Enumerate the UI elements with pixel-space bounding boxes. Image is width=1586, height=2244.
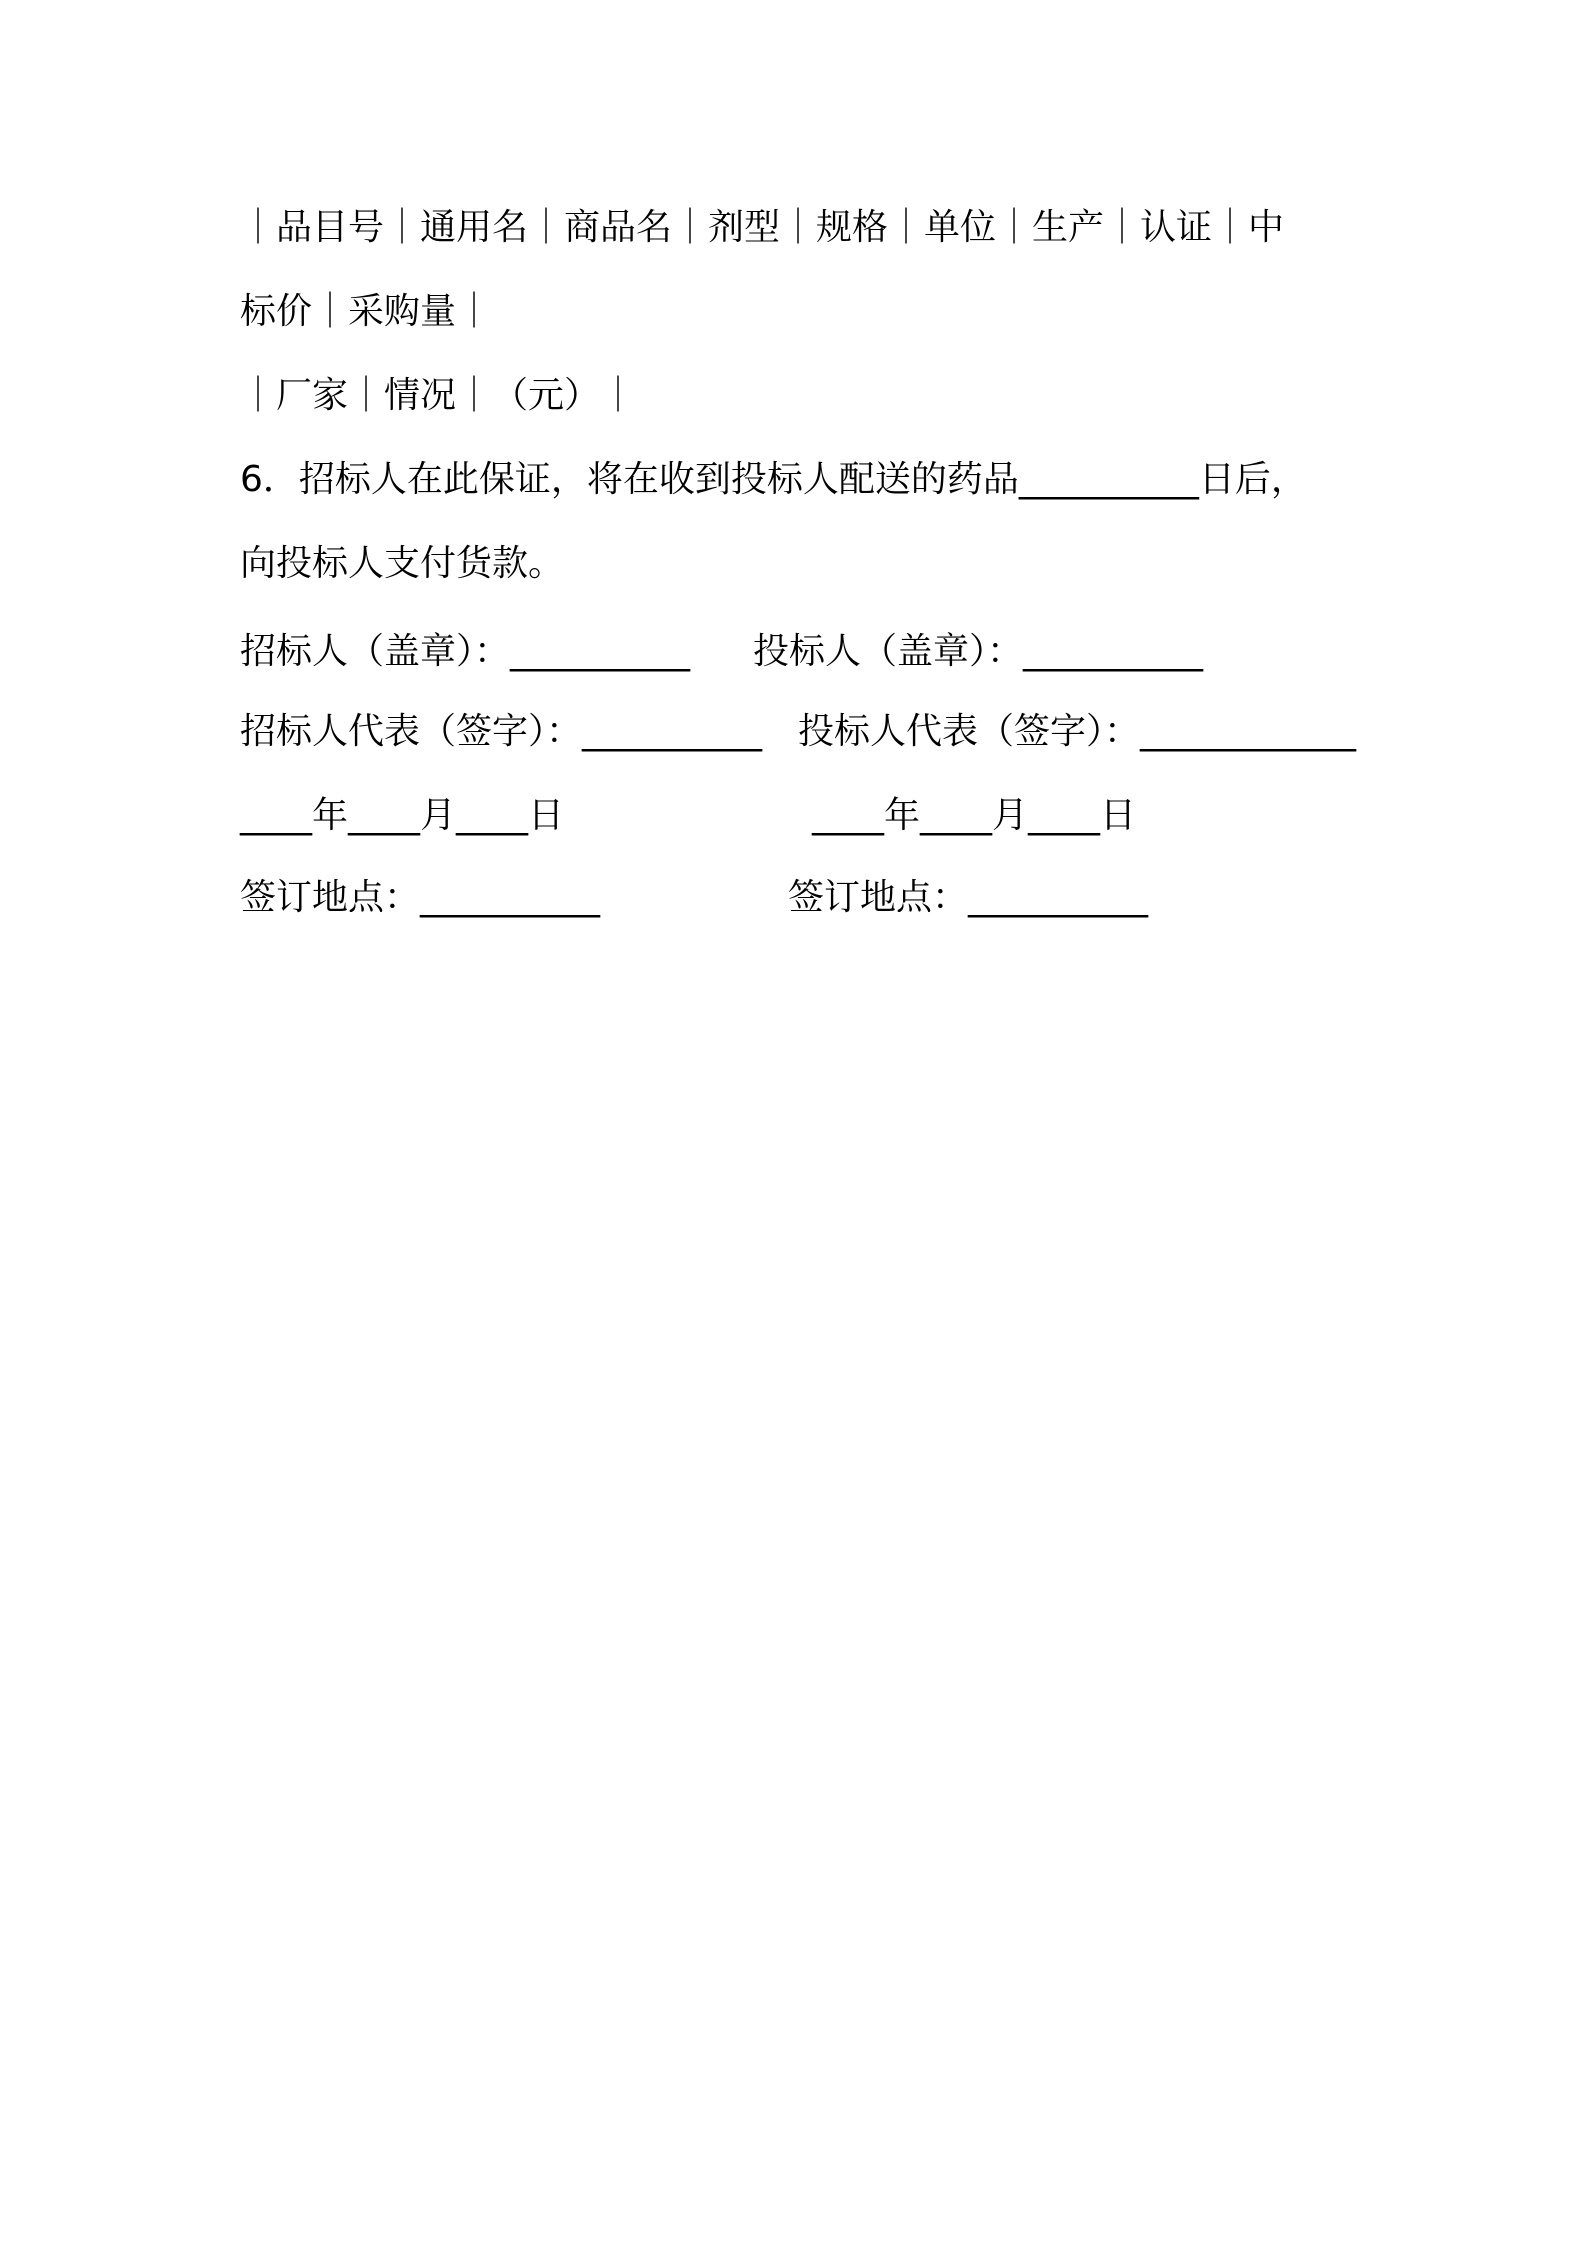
tenderer-seal-field: 招标人（盖章）：__________	[240, 631, 691, 672]
table-header-row-2: 标价｜采购量｜	[240, 291, 493, 332]
bidder-date-field: ____年____月____日	[812, 795, 1137, 836]
tenderer-date-field: ____年____月____日	[240, 795, 565, 836]
table-header-row-1: ｜品目号｜通用名｜商品名｜剂型｜规格｜单位｜生产｜认证｜中	[240, 207, 1285, 248]
tenderer-representative-field: 招标人代表（签字）：__________	[240, 711, 763, 752]
clause-6-line-1: 6．招标人在此保证，将在收到投标人配送的药品__________日后，	[240, 459, 1307, 500]
bidder-seal-field: 投标人（盖章）：__________	[753, 631, 1204, 672]
clause-6-line-2: 向投标人支付货款。	[240, 543, 565, 584]
table-header-row-3: ｜厂家｜情况｜（元）｜	[240, 375, 637, 416]
bidder-signing-place-field: 签订地点：__________	[788, 877, 1149, 918]
tenderer-signing-place-field: 签订地点：__________	[240, 877, 601, 918]
bidder-representative-field: 投标人代表（签字）：____________	[798, 711, 1357, 752]
